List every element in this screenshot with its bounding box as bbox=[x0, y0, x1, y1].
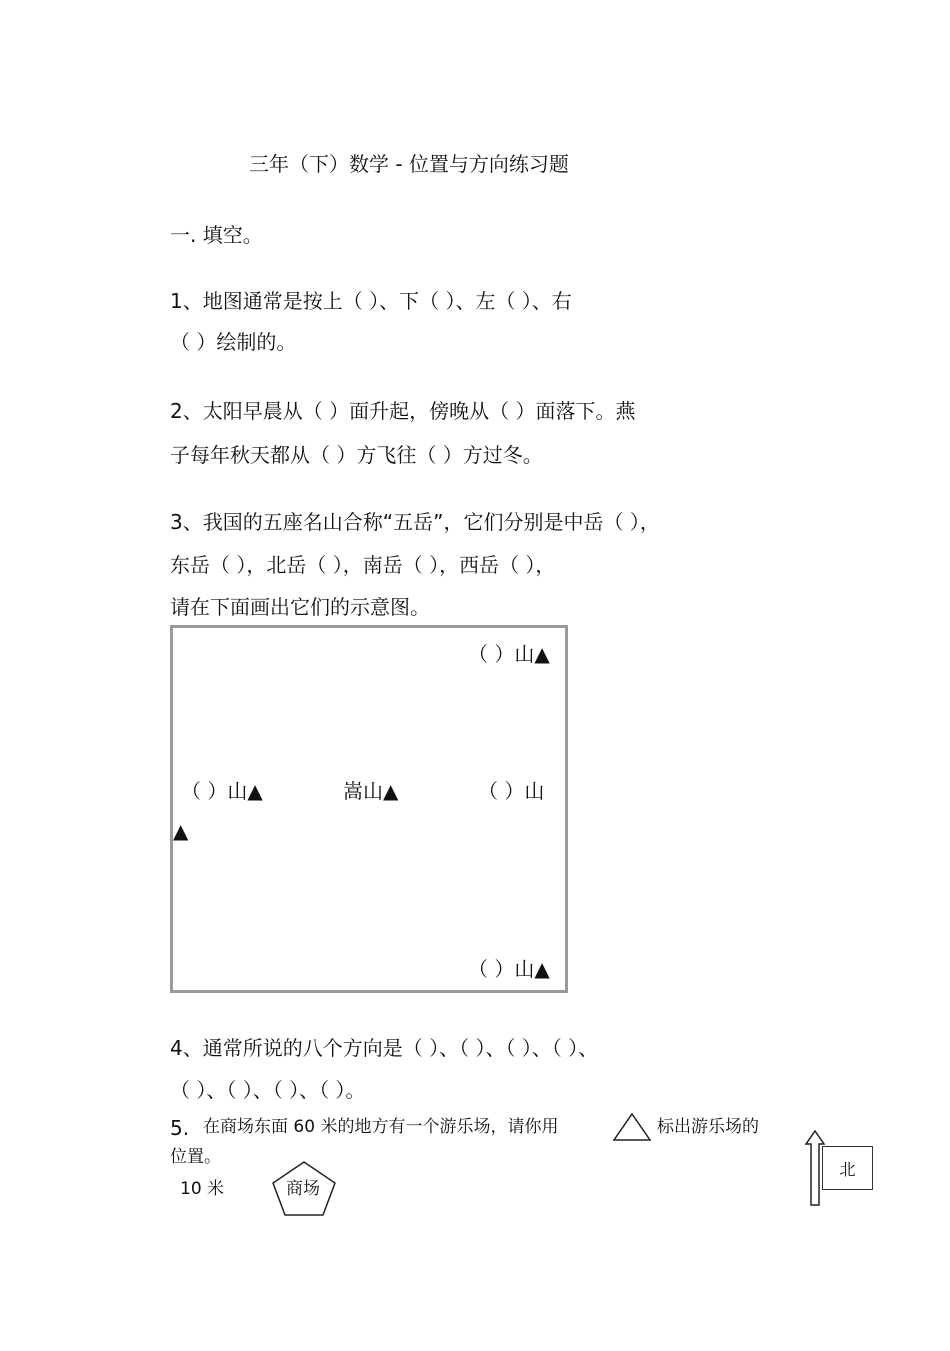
mountain-south-label: （ ）山 bbox=[468, 957, 535, 981]
question-5-number: 5. bbox=[170, 1116, 190, 1140]
question-3-line-2: 东岳（ ），北岳（ ），南岳（ ），西岳（ ）， bbox=[170, 553, 556, 577]
mall-label: 商场 bbox=[286, 1179, 320, 1199]
question-1-line-1: 1、地图通常是按上（ ）、下（ ）、左（ ）、右 bbox=[170, 289, 572, 313]
mountain-east-label: （ ）山 bbox=[478, 779, 545, 803]
page-title: 三年（下）数学 - 位置与方向练习题 bbox=[249, 152, 569, 176]
question-3-line-1: 3、我国的五座名山合称“五岳”，它们分别是中岳（ ）， bbox=[170, 510, 660, 534]
mountain-triangle-icon: ▲ bbox=[534, 642, 550, 666]
question-5-line-2: 位置。 bbox=[170, 1147, 221, 1167]
mountain-diagram-box bbox=[170, 625, 568, 993]
mountain-north-label: （ ）山 bbox=[468, 642, 535, 666]
question-5-text-a: 在商场东面 60 米的地方有一个游乐场，请你用 bbox=[203, 1117, 559, 1137]
question-1-line-2: （ ）绘制的。 bbox=[170, 330, 297, 354]
mountain-center bbox=[343, 781, 398, 801]
mountain-east bbox=[478, 781, 544, 801]
mountain-north bbox=[468, 644, 550, 664]
mountain-south bbox=[468, 959, 550, 979]
section-heading: 一. 填空。 bbox=[170, 223, 263, 247]
mountain-triangle-icon: ▲ bbox=[173, 819, 189, 843]
question-2-line-2: 子每年秋天都从（ ）方飞往（ ）方过冬。 bbox=[170, 443, 543, 467]
mountain-west bbox=[181, 781, 263, 801]
question-3-line-3: 请在下面画出它们的示意图。 bbox=[170, 595, 430, 619]
question-4-line-2: （ ）、（ ）、（ ）、（ ）。 bbox=[170, 1078, 366, 1102]
question-5-text-b: 标出游乐场的 bbox=[657, 1117, 759, 1137]
mountain-triangle-icon: ▲ bbox=[534, 957, 550, 981]
mountain-west-label: （ ）山 bbox=[181, 779, 248, 803]
mountain-triangle-icon: ▲ bbox=[383, 779, 399, 803]
north-label: 北 bbox=[839, 1159, 856, 1179]
mountain-east-marker bbox=[173, 821, 188, 841]
scale-label: 10 米 bbox=[180, 1179, 225, 1199]
triangle-icon bbox=[612, 1112, 652, 1142]
mountain-center-label: 嵩山 bbox=[343, 779, 383, 803]
north-label-box bbox=[822, 1146, 873, 1190]
question-2-line-1: 2、太阳早晨从（ ）面升起，傍晚从（ ）面落下。燕 bbox=[170, 399, 636, 423]
mountain-triangle-icon: ▲ bbox=[247, 779, 263, 803]
question-4-line-1: 4、通常所说的八个方向是（ ）、（ ）、（ ）、（ ）、 bbox=[170, 1036, 599, 1060]
